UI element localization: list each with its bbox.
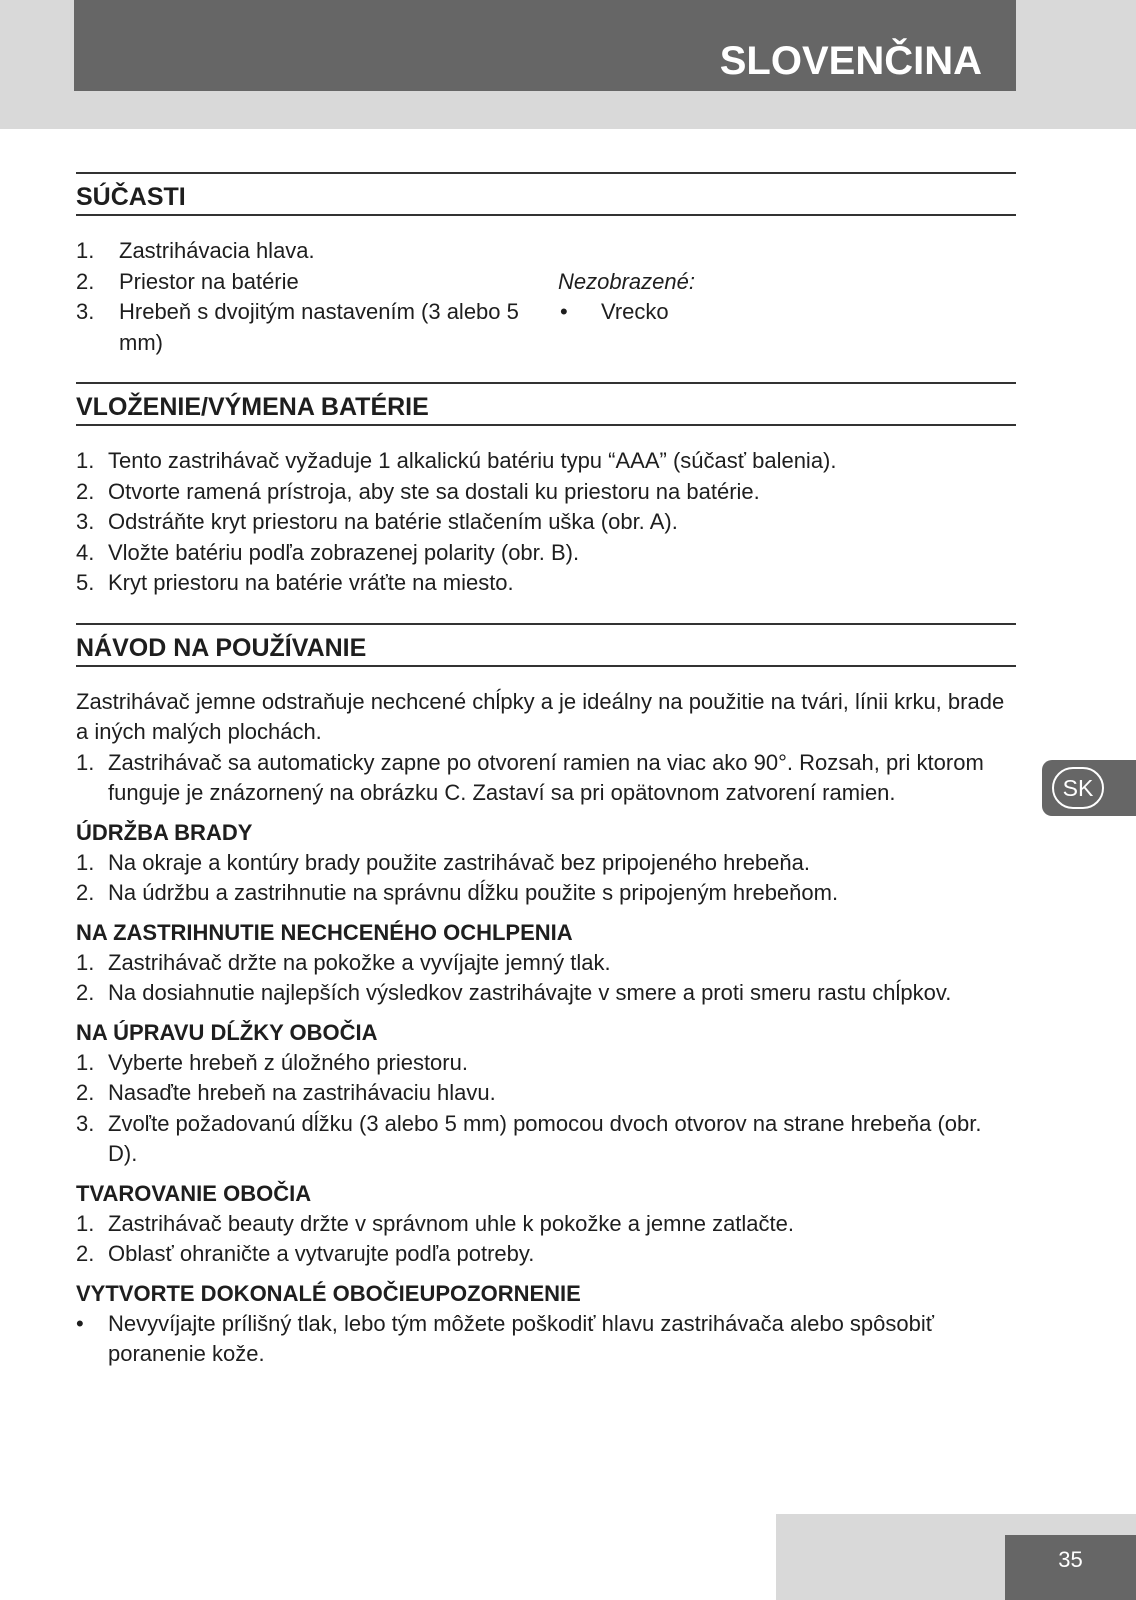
subhead-beard: ÚDRŽBA BRADY bbox=[76, 819, 253, 845]
subhead-brow-length: NA ÚPRAVU DĹŽKY OBOČIA bbox=[76, 1019, 378, 1045]
list-item: 2. Oblasť ohraničte a vytvarujte podľa potreby. bbox=[76, 1241, 535, 1266]
language-title-bar bbox=[74, 0, 1016, 91]
list-item: 2. Na údržbu a zastrihnutie na správnu dĺžku použite s pripojeným hrebeňom. bbox=[76, 880, 839, 905]
section-title-usage: NÁVOD NA POUŽÍVANIE bbox=[76, 623, 1016, 667]
language-title: SLOVENČINA bbox=[719, 39, 982, 83]
subhead-unwanted-hair: NA ZASTRIHNUTIE NECHCENÉHO OCHLPENIA bbox=[76, 919, 573, 945]
list-item: 3. Zvoľte požadovanú dĺžku (3 alebo 5 mm) pomocou dvoch otvorov na strane hrebeňa (obr. D). bbox=[76, 1110, 982, 1166]
list-item: 2. Nasaďte hrebeň na zastrihávaciu hlavu. bbox=[76, 1080, 496, 1105]
section-title-battery: VLOŽENIE/VÝMENA BATÉRIE bbox=[76, 382, 1016, 426]
list-item: 1. Zastrihávacia hlava. bbox=[76, 238, 315, 263]
list-item: 1. Zastrihávač držte na pokožke a vyvíjajte jemný tlak. bbox=[76, 949, 611, 975]
subhead-brow-shape: TVAROVANIE OBOČIA bbox=[76, 1180, 312, 1206]
list-item: 1. Vyberte hrebeň z úložného priestoru. bbox=[76, 1049, 468, 1075]
language-code: SK bbox=[1052, 767, 1104, 809]
list-item: 2. Na dosiahnutie najlepších výsledkov zastrihávajte v smere a proti smeru rastu chĺpkov. bbox=[76, 980, 952, 1005]
not-shown-column bbox=[558, 236, 695, 358]
manual-content bbox=[76, 172, 1016, 1370]
usage-steps bbox=[76, 748, 1016, 809]
list-item: 4. Vložte batériu podľa zobrazenej polarity (obr. B). bbox=[76, 539, 580, 565]
unwanted-hair-steps bbox=[76, 948, 1016, 1009]
list-item: 1. Na okraje a kontúry brady použite zastrihávač bez pripojeného hrebeňa. bbox=[76, 849, 810, 875]
page-number: 35 bbox=[1005, 1535, 1136, 1600]
section-title-parts: SÚČASTI bbox=[76, 172, 1016, 216]
subhead-warning: VYTVORTE DOKONALÉ OBOČIEUPOZORNENIE bbox=[76, 1280, 581, 1306]
brow-shape-steps bbox=[76, 1209, 1016, 1270]
list-item: 5. Kryt priestoru na batérie vráťte na miesto. bbox=[76, 570, 514, 595]
list-item: 1. Zastrihávač sa automaticky zapne po otvorení ramien na viac ako 90°. Rozsah, pri ktorom funguje je znázornený na obrázku C. Zastaví sa pri opätovnom zatvorení ramien. bbox=[76, 749, 984, 805]
list-item: 1. Zastrihávač beauty držte v správnom uhle k pokožke a jemne zatlačte. bbox=[76, 1210, 795, 1236]
battery-steps bbox=[76, 446, 1016, 599]
list-item: • Vrecko bbox=[560, 299, 669, 324]
usage-intro: Zastrihávač jemne odstraňuje nechcené chĺpky a je ideálny na použitie na tvári, línii krku, brade a iných malých plochách. bbox=[76, 688, 1005, 744]
list-item: 2. Priestor na batérie bbox=[76, 268, 299, 294]
language-tab bbox=[1042, 760, 1136, 816]
beard-steps bbox=[76, 848, 1016, 909]
list-item: • Nevyvíjajte prílišný tlak, lebo tým môžete poškodiť hlavu zastrihávača alebo spôsobiť poranenie kože. bbox=[76, 1310, 935, 1366]
brow-length-steps bbox=[76, 1048, 1016, 1170]
not-shown-label: Nezobrazené: bbox=[558, 268, 695, 294]
warning-list bbox=[76, 1309, 1016, 1370]
list-item: 2. Otvorte ramená prístroja, aby ste sa dostali ku priestoru na batérie. bbox=[76, 478, 760, 504]
list-item: 3. Hrebeň s dvojitým nastavením (3 alebo 5 mm) bbox=[76, 299, 519, 355]
not-shown-list bbox=[558, 297, 695, 328]
list-item: 3. Odstráňte kryt priestoru na batérie stlačením uška (obr. A). bbox=[76, 509, 678, 534]
list-item: 1. Tento zastrihávač vyžaduje 1 alkalickú batériu typu “AAA” (súčasť balenia). bbox=[76, 448, 837, 473]
parts-list bbox=[76, 236, 558, 358]
parts-columns bbox=[76, 236, 1016, 358]
